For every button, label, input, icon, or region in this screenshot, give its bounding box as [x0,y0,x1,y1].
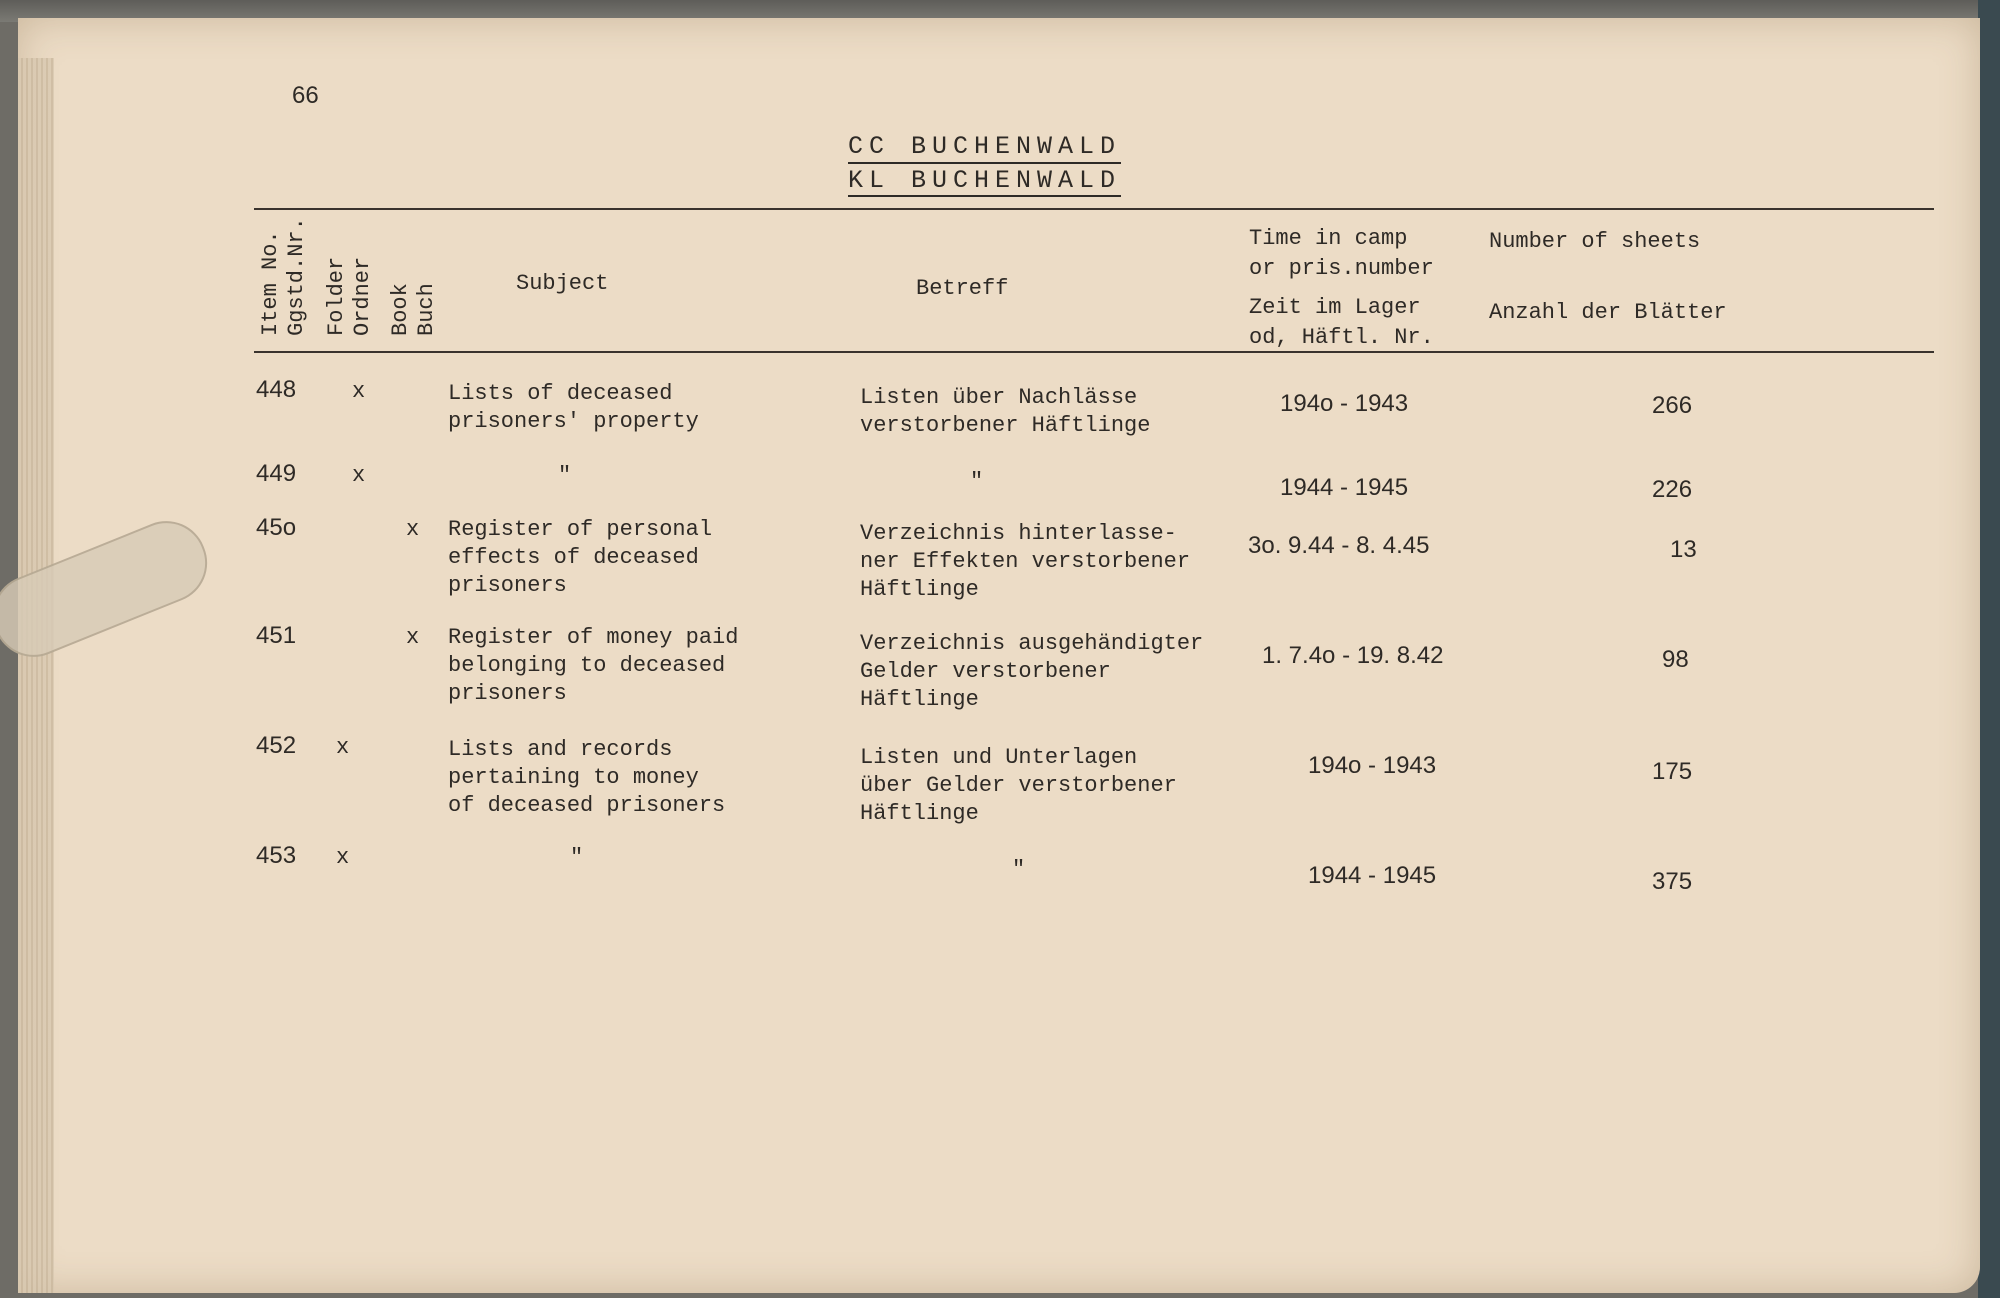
row-448-betreff-2: verstorbener Häftlinge [860,413,1151,438]
row-450-book-mark: x [406,517,420,542]
row-449-subject-ditto: " [558,463,572,488]
row-452-subject-1: Lists and records [448,737,673,762]
row-448-sheets: 266 [1652,392,1693,419]
row-451-betreff-2: Gelder verstorbener [860,659,1111,684]
header-book: Book [388,283,413,336]
header-sheets-en: Number of sheets [1489,229,1701,254]
row-452-betreff-3: Häftlinge [860,801,979,826]
header-sheets-de: Anzahl der Blätter [1489,300,1727,325]
row-451-betreff-3: Häftlinge [860,687,979,712]
row-449-item: 449 [256,460,297,487]
row-450-sheets: 13 [1670,536,1697,563]
row-449-betreff-ditto: " [970,469,984,494]
row-452-subject-2: pertaining to money [448,765,699,790]
header-time-de-2: od, Häftl. Nr. [1249,325,1434,350]
title-line-german: KL BUCHENWALD [848,166,1122,195]
row-453-sheets: 375 [1652,868,1693,895]
row-453-item: 453 [256,842,297,869]
row-453-subject-ditto: " [570,845,584,870]
page-number: 66 [292,82,319,109]
row-451-subject-3: prisoners [448,681,567,706]
row-451-time: 1. 7.4o - 19. 8.42 [1262,642,1444,669]
header-subject: Subject [516,271,609,296]
row-451-subject-1: Register of money paid [448,625,739,650]
row-453-folder-mark: x [336,845,350,870]
row-452-betreff-2: über Gelder verstorbener [860,773,1177,798]
header-time-en-2: or pris.number [1249,256,1434,281]
row-451-sheets: 98 [1662,646,1689,673]
header-ordner: Ordner [350,256,375,336]
row-448-item: 448 [256,376,297,403]
row-452-sheets: 175 [1652,758,1693,785]
row-450-betreff-1: Verzeichnis hinterlasse- [860,521,1177,546]
row-448-subject-1: Lists of deceased [448,381,673,406]
row-450-item: 45o [256,514,297,541]
header-time-en-1: Time in camp [1249,226,1408,251]
row-448-folder-mark: x [352,379,366,404]
row-452-time: 194o - 1943 [1308,752,1437,779]
row-451-item: 451 [256,622,297,649]
row-452-folder-mark: x [336,735,350,760]
header-buch: Buch [414,283,439,336]
row-451-subject-2: belonging to deceased [448,653,726,678]
title-line-english: CC BUCHENWALD [848,132,1121,164]
row-449-time: 1944 - 1945 [1280,474,1409,501]
row-452-subject-3: of deceased prisoners [448,793,726,818]
row-449-sheets: 226 [1652,476,1693,503]
document-title [848,132,1121,197]
row-450-time: 3o. 9.44 - 8. 4.45 [1248,532,1430,559]
header-folder: Folder [324,256,349,336]
row-451-book-mark: x [406,625,420,650]
row-450-subject-3: prisoners [448,573,567,598]
header-bottom-rule [254,351,1934,353]
row-450-subject-2: effects of deceased [448,545,699,570]
header-top-rule [254,208,1934,210]
header-betreff: Betreff [916,276,1009,301]
row-451-betreff-1: Verzeichnis ausgehändigter [860,631,1204,656]
row-453-betreff-ditto: " [1012,857,1026,882]
row-448-time: 194o - 1943 [1280,390,1409,417]
row-448-betreff-1: Listen über Nachlässe [860,385,1138,410]
row-450-subject-1: Register of personal [448,517,713,542]
row-452-betreff-1: Listen und Unterlagen [860,745,1138,770]
row-449-folder-mark: x [352,463,366,488]
header-item-no: Item No. [258,230,283,336]
row-450-betreff-2: ner Effekten verstorbener [860,549,1191,574]
header-time-de-1: Zeit im Lager [1249,295,1421,320]
row-453-time: 1944 - 1945 [1308,862,1437,889]
header-ggstd-nr: Ggstd.Nr. [284,217,309,336]
document-page [18,18,1980,1293]
row-448-subject-2: prisoners' property [448,409,699,434]
scan-right-edge [1978,0,2000,1298]
row-452-item: 452 [256,732,297,759]
page-stack-edge [18,58,54,1293]
row-450-betreff-3: Häftlinge [860,577,979,602]
